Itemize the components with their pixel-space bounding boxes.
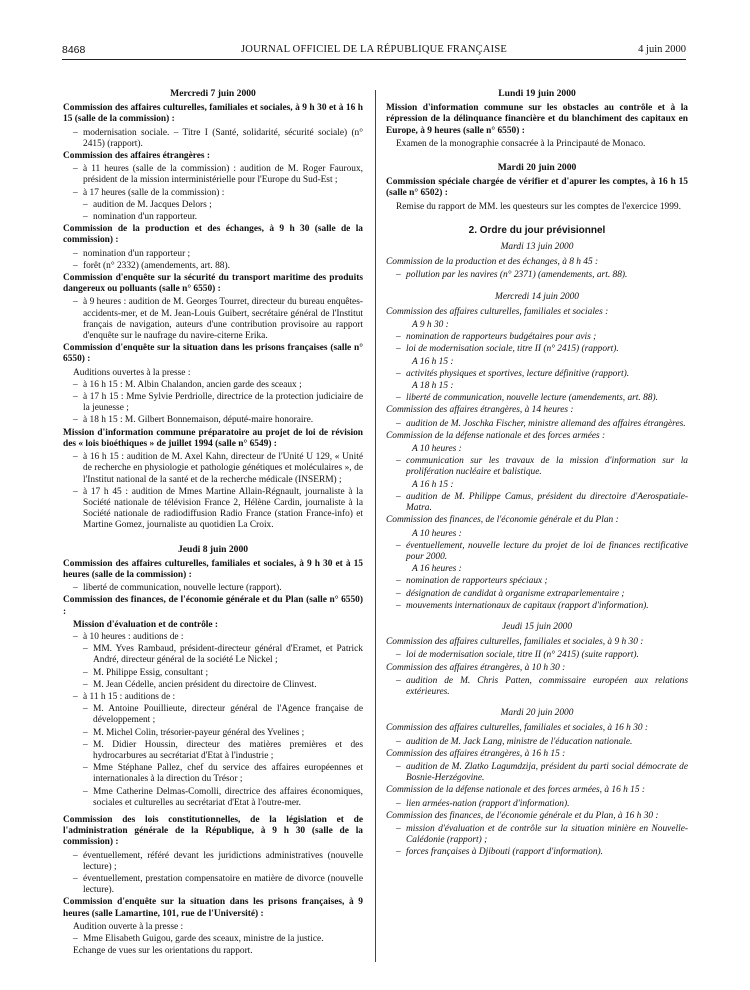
time-label: A 16 heures : [412,564,462,575]
agenda-entry [63,343,363,365]
subsection-title: Mission d'évaluation et de contrôle : [73,619,219,630]
agenda-subitem: – M. Antoine Pouillieute, directeur général de l'Agence française de développement ; [83,704,363,726]
day-heading: Lundi 19 juin 2000 [498,88,576,99]
agenda-item: – activités physiques et sportives, lecture définitive (rapport). [396,369,688,380]
day-heading: Mercredi 14 juin 2000 [495,291,579,302]
page-header [62,42,686,58]
agenda-item: – à 17 heures (salle de la commission) : [73,188,363,199]
agenda-item: – liberté de communication, nouvelle lecture (rapport). [73,583,363,594]
agenda-entry: Commission des affaires culturelles, familiales et sociales, à 16 h 30 : [386,723,649,734]
agenda-item: – à 16 h 15 : audition de M. Axel Kahn, directeur de l'Unité U 129, « Unité de recherche en physiologie et pathologie génétiques et moléculaires », de l'Institut national de la santé et de la recherche médicale (INSERM) ; [73,452,363,486]
agenda-item: – lien armées-nation (rapport d'information). [396,799,688,810]
agenda-item: – audition de M. Philippe Camus, président du directoire d'Aerospatiale-Matra. [396,492,688,514]
entry-title: Commission spéciale chargée de vérifier et d'apurer les comptes, à 16 h 15 (salle n° 6502) : [386,177,688,199]
agenda-entry [386,103,688,137]
entry-title: Commission des affaires culturelles, familiales et sociales, à 9 h 30 et à 15 heures (salle de la commission) : [63,558,363,580]
agenda-entry: Commission de la production et des échanges, à 8 h 45 : [386,257,599,268]
agenda-item: – liberté de communication, nouvelle lecture (amendements, art. 88). [396,393,688,404]
day-heading: Mardi 20 juin 2000 [497,162,577,174]
agenda-item: – audition de M. Chris Patten, commissaire européen aux relations extérieures. [396,676,688,698]
agenda-entry [63,815,363,849]
agenda-entry: Commission des affaires étrangères, à 16 h 15 : [386,748,566,759]
agenda-item: – audition de M. Zlatko Lagumdzija, président du parti social démocrate de Bosnie-Herzégovine. [396,762,688,784]
entry-title: Commission d'enquête sur la situation dans les prisons françaises (salle n° 6550) : [63,343,363,365]
agenda-subitem: – Mme Stéphane Pallez, chef du service des affaires européennes et internationales à la direction du Trésor ; [83,763,363,785]
agenda-entry [63,428,363,450]
entry-title: Commission des affaires étrangères : [63,151,211,162]
agenda-item: – modernisation sociale. – Titre I (Santé, solidarité, sécurité sociale) (n° 2415) (rapport). [73,128,363,150]
time-label: A 9 h 30 : [412,320,449,331]
right-column [386,88,688,860]
agenda-entry: Commission des affaires étrangères, à 14 heures : [386,405,574,416]
agenda-note: Echange de vues sur les orientations du rapport. [73,946,253,957]
agenda-item: – loi de modernisation sociale, titre II (n° 2415) (rapport). [396,344,688,355]
agenda-entry [63,897,363,919]
entry-title: Mission d'information commune sur les obstacles au contrôle et à la répression de la délinquance financière et du blanchiment des capitaux en Europe, à 9 heures (salle n° 6550) : [386,103,688,136]
agenda-item: – à 18 h 15 : M. Gilbert Bonnemaison, député-maire honoraire. [73,415,363,426]
agenda-item: – à 11 h 15 : auditions de : [73,692,363,703]
agenda-item: – éventuellement, nouvelle lecture du projet de loi de finances rectificative pour 2000. [396,541,688,563]
agenda-item: – à 17 h 45 : audition de Mmes Martine Allain-Régnault, journaliste à la Société nationale de télévision France 2, Hélène Cardin, journaliste à la Société nationale de radiodiffusion Radio France (station France-info) et Martine Gomez, journaliste au quotidien La Croix. [73,487,363,532]
agenda-entry [63,273,363,295]
agenda-item: – éventuellement, référé devant les juridictions administratives (nouvelle lecture) ; [73,851,363,873]
agenda-subitem: – M. Didier Houssin, directeur des matières premières et des hydrocarbures au secrétariat d'Etat à l'industrie ; [83,740,363,762]
agenda-entry: Commission des finances, de l'économie générale et du Plan, à 16 h 30 : [386,810,659,821]
time-label: A 18 h 15 : [412,381,454,392]
agenda-subitem: – Mme Catherine Delmas-Comolli, directrice des affaires économiques, sociales et culturelles au secrétariat d'Etat à l'outre-mer. [83,787,363,809]
agenda-entry [63,151,363,162]
column-divider [375,90,376,962]
issue-date: 4 juin 2000 [638,44,686,55]
agenda-entry [63,224,363,246]
header-rule [62,59,686,60]
time-label: A 10 heures : [412,444,462,455]
day-heading: Jeudi 8 juin 2000 [177,543,249,555]
agenda-item: – Mme Elisabeth Guigou, garde des sceaux, ministre de la justice. [73,934,363,945]
agenda-item: – mission d'évaluation et de contrôle sur la situation minière en Nouvelle-Calédonie (rapport) ; [396,824,688,846]
left-column [63,88,363,958]
time-label: A 16 h 15 : [412,356,454,367]
agenda-item: – à 17 h 15 : Mme Sylvie Perdriolle, directrice de la protection judiciaire de la jeunesse ; [73,392,363,414]
entry-title: Commission d'enquête sur la sécurité du transport maritime des produits dangereux ou polluants (salle n° 6550) : [63,273,363,295]
agenda-entry [63,559,363,581]
entry-title: Commission d'enquête sur la situation dans les prisons françaises, à 9 heures (salle Lamartine, 101, rue de l'Université) : [63,897,363,919]
day-heading: Mardi 20 juin 2000 [500,708,574,719]
agenda-entry: Commission des affaires culturelles, familiales et sociales : [386,306,609,317]
agenda-item: – communication sur les travaux de la mission d'information sur la prolifération nucléaire et balistique. [396,456,688,478]
agenda-subitem: – M. Michel Colin, trésorier-payeur général des Yvelines ; [83,728,363,739]
agenda-item: – désignation de candidat à organisme extraparlementaire ; [396,589,688,600]
entry-title: Commission des finances, de l'économie générale et du Plan (salle n° 6550) : [63,595,363,617]
agenda-item: – nomination de rapporteurs spéciaux ; [396,576,688,587]
agenda-item: – nomination d'un rapporteur ; [73,249,363,260]
agenda-note: Examen de la monographie consacrée à la Principauté de Monaco. [396,138,646,149]
agenda-entry: Commission des affaires étrangères, à 10 h 30 : [386,662,566,673]
agenda-note: Audition ouverte à la presse : [73,921,184,932]
agenda-item: – nomination de rapporteurs budgétaires pour avis ; [396,332,688,343]
agenda-item: – à 9 heures : audition de M. Georges Tourret, directeur du bureau enquêtes-accidents-mer, et de M. Jean-Louis Guibert, secrétaire général de l'Institut français de navigation, auteurs d'une contribution provisoire au rapport d'enquête sur le naufrage du navire-citerne Erika. [73,297,363,342]
agenda-item: – éventuellement, prestation compensatoire en matière de divorce (nouvelle lecture). [73,874,363,896]
agenda-subitem: – MM. Yves Rambaud, président-directeur général d'Eramet, et Patrick André, directeur général de la société Le Nickel ; [83,644,363,666]
agenda-entry: Commission des affaires culturelles, familiales et sociales, à 9 h 30 : [386,637,644,648]
entry-title: Commission des lois constitutionnelles, de la législation et de l'administration générale de la République, à 9 h 30 (salle de la commission) : [63,814,363,848]
page-number: 8468 [62,44,86,56]
agenda-entry [63,595,363,617]
entry-title: Commission des affaires culturelles, familiales et sociales, à 9 h 30 et à 16 h 15 (salle de la commission) : [63,103,363,125]
journal-title: JOURNAL OFFICIEL DE LA RÉPUBLIQUE FRANÇAISE [241,44,507,55]
agenda-item: – pollution par les navires (n° 2371) (amendements, art. 88). [396,270,688,281]
agenda-item: – audition de M. Joschka Fischer, ministre allemand des affaires étrangères. [396,419,688,430]
day-heading: Jeudi 15 juin 2000 [501,621,573,632]
agenda-note: Remise du rapport de MM. les questeurs sur les comptes de l'exercice 1999. [396,201,681,212]
agenda-item: – loi de modernisation sociale, titre II (n° 2415) (suite rapport). [396,650,688,661]
agenda-entry: Commission de la défense nationale et des forces armées, à 16 h 15 : [386,785,645,796]
entry-title: Mission d'information commune préparatoire au projet de loi de révision des « lois bioéthiques » de juillet 1994 (salle n° 6549) : [63,427,363,449]
agenda-subitem: – M. Jean Cédelle, ancien président du directoire de Clinvest. [83,680,363,691]
day-heading: Mardi 13 juin 2000 [500,242,574,253]
agenda-subitem: – M. Philippe Essig, consultant ; [83,668,363,679]
agenda-item: – mouvements internationaux de capitaux (rapport d'information). [396,601,688,612]
day-heading: Mercredi 7 juin 2000 [170,88,256,99]
agenda-subitem: – nomination d'un rapporteur. [83,212,363,223]
agenda-item: – à 10 heures : auditions de : [73,632,363,643]
agenda-item: – à 11 heures (salle de la commission) : audition de M. Roger Fauroux, président de la mission interministérielle pour l'Europe du Sud-Est ; [73,164,363,186]
agenda-entry [63,103,363,125]
agenda-item: – à 16 h 15 : M. Albin Chalandon, ancien garde des sceaux ; [73,380,363,391]
section-title: 2. Ordre du jour prévisionnel [468,224,606,236]
agenda-subitem: – audition de M. Jacques Delors ; [83,200,363,211]
agenda-item: – audition de M. Jack Lang, ministre de l'éducation nationale. [396,737,688,748]
entry-title: Commission de la production et des échanges, à 9 h 30 (salle de la commission) : [63,224,363,246]
agenda-entry [386,177,688,199]
agenda-note: Auditions ouvertes à la presse : [73,367,191,378]
agenda-item: – forêt (n° 2332) (amendements, art. 88). [73,261,363,272]
agenda-entry: Commission de la défense nationale et des forces armées : [386,430,606,441]
agenda-entry: Commission des finances, de l'économie générale et du Plan : [386,515,619,526]
time-label: A 16 h 15 : [412,479,454,490]
time-label: A 10 heures : [412,528,462,539]
agenda-item: – forces françaises à Djibouti (rapport d'information). [396,847,688,858]
